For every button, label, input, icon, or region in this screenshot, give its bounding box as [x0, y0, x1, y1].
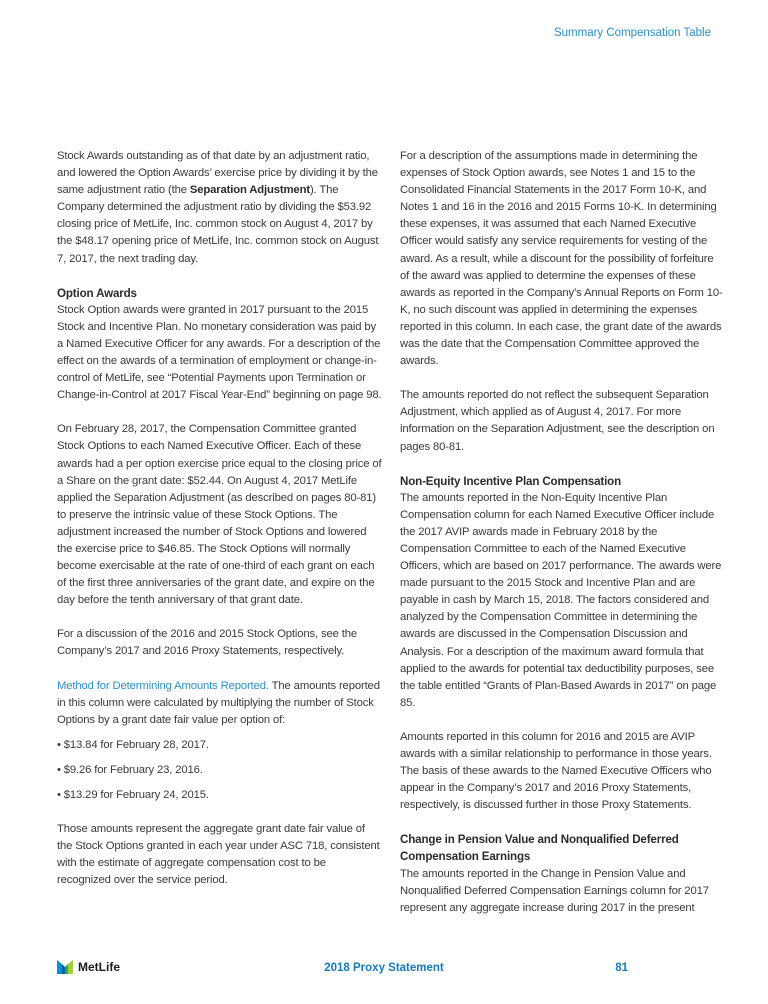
logo-text: MetLife: [78, 960, 120, 974]
bullet-item: • $9.26 for February 23, 2016.: [57, 763, 203, 776]
left-column: [57, 148, 382, 906]
neip-heading: Non-Equity Incentive Plan Compensation: [400, 474, 622, 488]
text: ). The Company determined the adjustment ratio by dividing the $53.92 closing price of MetLife, Inc. common stock on August 4, 2017 by the $48.17 opening price of MetLife, Inc. common stock on August 7, 2017, the next trading day.: [57, 184, 379, 265]
pension-heading: Change in Pension Value and Nonqualified Deferred Compensation Earnings: [400, 833, 679, 864]
text: The amounts reported in this column were calculated by multiplying the number of Stock Options by a grant date fair value per option of:: [57, 679, 380, 726]
document-title: 2018 Proxy Statement: [324, 962, 444, 974]
avip-paragraph: Amounts reported in this column for 2016 and 2015 are AVIP awards with a similar relationship to performance in those years. The basis of these awards to the Named Executive Officers who appear in the Company’s 2017 and 2016 Proxy Statements, respectively, is discussed further in those Proxy Statements.: [400, 730, 712, 812]
method-heading-link: Method for Determining Amounts Reported.: [57, 679, 269, 692]
page-footer: [0, 960, 768, 980]
bullet-item: • $13.84 for February 28, 2017.: [57, 738, 209, 751]
bullet-item: • $13.29 for February 24, 2015.: [57, 789, 209, 801]
section-title: Summary Compensation Table: [553, 27, 711, 39]
text: Stock Awards outstanding as of that date by an adjustment ratio, and lowered the Option Awards’ exercise price by dividing it by the same adjustment ratio (the: [57, 150, 378, 197]
method-paragraph: [57, 678, 382, 729]
assumptions-paragraph: For a description of the assumptions made in determining the expenses of Stock Option awards, see Notes 1 and 15 to the Consolidated Financial Statements in the 2017 Form 10-K, and Notes 1 and 16 in the 2016 and 2015 Forms 10-K. In determining these expenses, it was assumed that each Named Executive Officer would satisfy any service requirements for vesting of the award. As a result, while a discount for the possibility of forfeiture of the award was applied to determine the expenses of these awards as reported in the Company’s Annual Reports on Form 10-K, no such discount was applied in determining the expenses reported in this column. In each case, the grant date of the awards was the date that the Compensation Committee approved the awards.: [400, 150, 723, 368]
page-number: 81: [615, 962, 628, 974]
option-awards-paragraph: Stock Option awards were granted in 2017 pursuant to the 2015 Stock and Incentive Plan. No monetary consideration was paid by a Named Executive Officer for any awards. For a description of the effect on the awards of a termination of employment or change-in-control of MetLife, see “Potential Payments upon Termination or Change-in-Control at 2017 Fiscal Year-End” beginning on page 98.: [57, 303, 382, 402]
grant-paragraph: On February 28, 2017, the Compensation Committee granted Stock Options to each Named Executive Officer. Each of these awards had a per option exercise price equal to the closing price of a Share on the grant date: $52.44. On August 4, 2017 MetLife applied the Separation Adjustment (as described on pages 80-81) to preserve the intrinsic value of these Stock Options. The adjustment increased the number of Stock Options and lowered the exercise price to $46.85. The Stock Options will normally become exercisable at the rate of one-third of each grant on each of the first three anniversaries of the grant date, and expire on the day before the tenth anniversary of that grant date.: [57, 423, 382, 607]
separation-adjustment-term: Separation Adjustment: [189, 184, 310, 197]
pension-paragraph: The amounts reported in the Change in Pension Value and Nonqualified Deferred Compensation Earnings column for 2017 represent any aggregate increase during 2017 in the present: [400, 867, 709, 914]
neip-paragraph: The amounts reported in the Non-Equity Incentive Plan Compensation column for each Named Executive Officer include the 2017 AVIP awards made in February 2018 by the Compensation Committee to each of the Named Executive Officers, which are based on 2017 performance. The awards were made pursuant to the 2015 Stock and Incentive Plan and are payable in cash by March 15, 2018. The factors considered and analyzed by the Compensation Committee in determining the awards are discussed in the Compensation Discussion and Analysis. For a description of the maximum award formula that applied to the awards for potential tax deductibility purposes, see the table entitled “Grants of Plan-Based Awards in 2017” on page 85.: [400, 491, 722, 709]
option-awards-heading: Option Awards: [57, 286, 137, 300]
right-column: [400, 148, 725, 934]
separation-note-paragraph: The amounts reported do not reflect the subsequent Separation Adjustment, which applied as of August 4, 2017. For more information on the Separation Adjustment, see the description on pages 80-81.: [400, 389, 715, 453]
separation-paragraph: [57, 148, 382, 268]
closing-paragraph: Those amounts represent the aggregate grant date fair value of the Stock Options granted in each year under ASC 718, consistent with the estimate of aggregate compensation cost to be recognized over the service period.: [57, 823, 380, 887]
prior-options-paragraph: For a discussion of the 2016 and 2015 Stock Options, see the Company’s 2017 and 2016 Proxy Statements, respectively.: [57, 628, 357, 658]
